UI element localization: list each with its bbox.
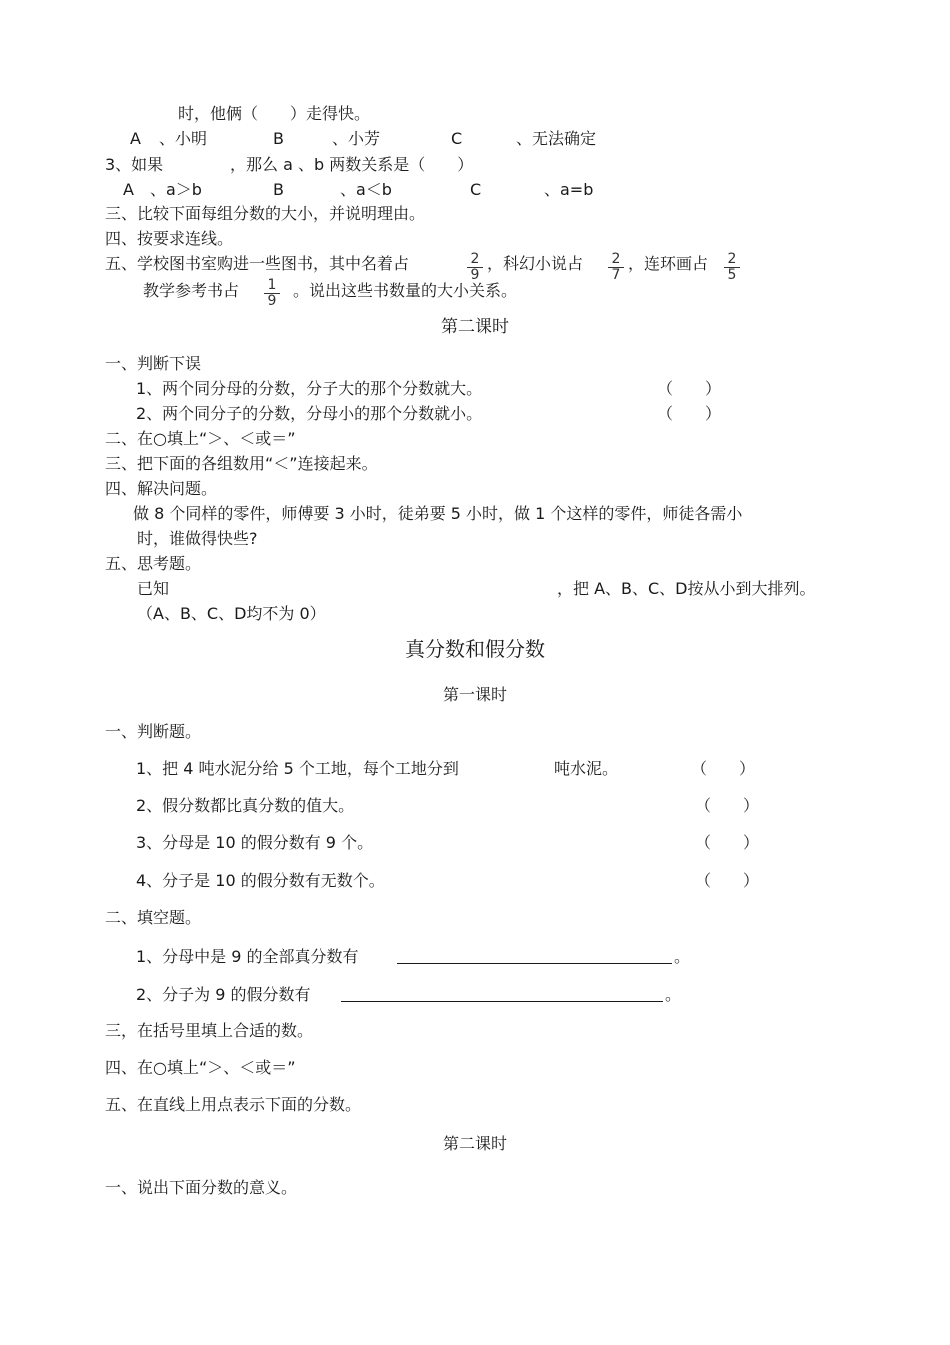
section-5-text-scifi: ，科幻小说占: [487, 254, 584, 273]
judge-item-1-unit: 吨水泥。: [554, 759, 619, 778]
lesson-1-title: 第一课时: [442, 685, 507, 704]
judge-item-2-answer[interactable]: （ ）: [657, 404, 722, 423]
fill-item-1-blank[interactable]: [397, 963, 672, 964]
option-b-text: 、小芳: [332, 129, 381, 148]
section-3-heading: 三、比较下面每组分数的大小，并说明理由。: [105, 204, 426, 223]
option-a-text: 、a＞b: [150, 180, 202, 199]
section-5-text-end: 。说出这些书数量的大小关系。: [293, 281, 518, 300]
question-3-start: 3、如果: [105, 155, 164, 174]
fraction-comics: 2 5: [722, 252, 742, 283]
thinking-heading: 五、思考题。: [105, 554, 202, 573]
option-a-letter: A: [123, 180, 134, 199]
judge-heading: 一、判断题。: [105, 722, 202, 741]
fraction-scifi: 2 7: [606, 252, 626, 283]
section-4-heading: 四、按要求连线。: [105, 229, 234, 248]
judge-item-1: 1、把 4 吨水泥分给 5 个工地，每个工地分到: [136, 759, 459, 778]
section-5-text-reference: 教学参考书占: [143, 281, 240, 300]
fraction-reference: 1 9: [262, 278, 282, 309]
option-c-text: 、无法确定: [516, 129, 597, 148]
order-heading: 三、把下面的各组数用“＜”连接起来。: [105, 454, 378, 473]
question-continuation: 时，他俩（ ）走得快。: [178, 104, 371, 123]
option-c-text: 、a=b: [544, 180, 594, 199]
fraction-mingzhu: 2 9: [465, 252, 485, 283]
solve-heading: 四、解决问题。: [105, 479, 218, 498]
question-3-end: ，那么 a 、b 两数关系是（ ）: [230, 155, 474, 174]
thinking-known: 已知: [137, 579, 170, 598]
fill-item-1: 1、分母中是 9 的全部真分数有: [136, 947, 359, 966]
option-c-letter: C: [470, 180, 482, 199]
chapter-title: 真分数和假分数: [405, 637, 545, 661]
lesson-2-title: 第二课时: [442, 1134, 507, 1153]
thinking-note: （A、B、C、D均不为 0）: [137, 604, 326, 623]
option-b-letter: B: [273, 129, 284, 148]
option-b-text: 、a＜b: [340, 180, 392, 199]
option-b-letter: B: [273, 180, 284, 199]
judge-heading: 一、判断下误: [105, 354, 202, 373]
judge-item-3: 3、分母是 10 的假分数有 9 个。: [136, 833, 374, 852]
judge-item-1-answer[interactable]: （ ）: [657, 379, 722, 398]
judge-item-2: 2、两个同分子的分数，分母小的那个分数就小。: [136, 404, 483, 423]
compare-heading: 四、在○填上“＞、＜或＝”: [105, 1058, 296, 1077]
fill-heading: 二、填空题。: [105, 908, 202, 927]
lesson-2-title: 第二课时: [441, 317, 509, 337]
option-a-text: 、小明: [159, 129, 208, 148]
solve-problem-line-1: 做 8 个同样的零件，师傅要 3 小时，徒弟要 5 小时，做 1 个这样的零件，师徒各需小: [133, 504, 743, 523]
judge-item-4-answer[interactable]: （ ）: [695, 871, 760, 890]
fill-item-2: 2、分子为 9 的假分数有: [136, 985, 311, 1004]
fill-item-2-period: 。: [665, 985, 682, 1004]
judge-item-1-answer[interactable]: （ ）: [691, 759, 756, 778]
solve-problem-line-2: 时，谁做得快些?: [137, 529, 258, 548]
option-a-letter: A: [130, 129, 141, 148]
judge-item-4: 4、分子是 10 的假分数有无数个。: [136, 871, 385, 890]
judge-item-1: 1、两个同分母的分数，分子大的那个分数就大。: [136, 379, 483, 398]
numberline-heading: 五、在直线上用点表示下面的分数。: [105, 1095, 362, 1114]
compare-heading: 二、在○填上“＞、＜或＝”: [105, 429, 296, 448]
judge-item-3-answer[interactable]: （ ）: [695, 833, 760, 852]
option-c-letter: C: [451, 129, 463, 148]
section-5-text-comics: ，连环画占: [628, 254, 709, 273]
judge-item-2-answer[interactable]: （ ）: [695, 796, 760, 815]
section-5-text: 五、学校图书室购进一些图书，其中名着占: [105, 254, 410, 273]
meaning-heading: 一、说出下面分数的意义。: [105, 1178, 298, 1197]
thinking-instruction: ，把 A、B、C、D按从小到大排列。: [557, 579, 816, 598]
brackets-heading: 三，在括号里填上合适的数。: [105, 1021, 314, 1040]
judge-item-2: 2、假分数都比真分数的值大。: [136, 796, 355, 815]
fill-item-1-period: 。: [674, 947, 691, 966]
fill-item-2-blank[interactable]: [341, 1001, 663, 1002]
